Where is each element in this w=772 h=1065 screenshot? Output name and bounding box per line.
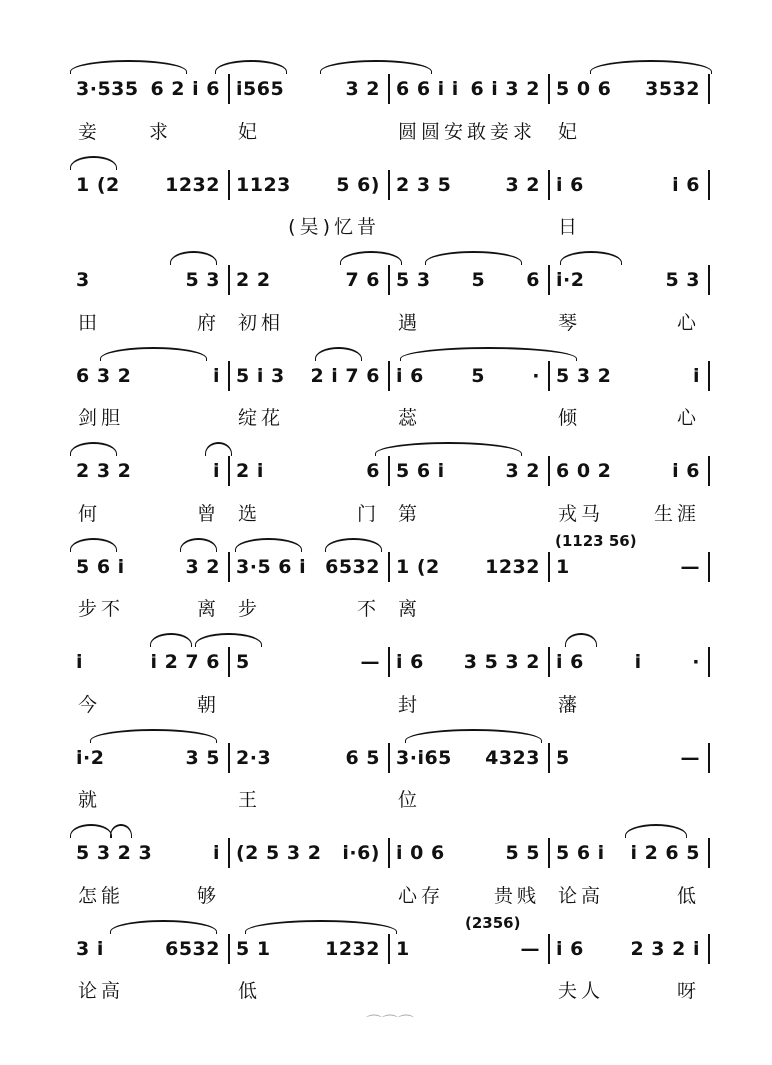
slur-mark	[590, 60, 712, 74]
lyric-text: 论高	[78, 980, 125, 1002]
measure	[550, 174, 708, 196]
slur-mark	[245, 920, 397, 934]
note-group: i	[76, 651, 84, 673]
slur-mark	[90, 729, 217, 743]
lyric-text: 初相	[238, 311, 285, 334]
measure	[390, 269, 548, 291]
note-group: 1232	[165, 173, 220, 196]
lyric-measure	[230, 212, 390, 239]
note-group: —	[680, 555, 700, 578]
jianpu-score	[70, 60, 710, 1015]
note-group: 5 6 i	[396, 460, 445, 482]
lyric-text: 就	[78, 789, 102, 811]
measure	[390, 651, 548, 673]
measure	[550, 365, 708, 387]
measure	[230, 842, 388, 864]
note-group: 3 2	[345, 78, 380, 100]
lyric-text: 夫人	[558, 980, 605, 1002]
slur-mark	[315, 347, 362, 361]
note-group: 5	[471, 364, 485, 387]
lyric-measure	[70, 881, 230, 908]
lyric-measure	[70, 690, 230, 717]
lyrics-row	[70, 403, 710, 431]
note-group: 2 3 5	[396, 173, 452, 196]
measure	[390, 365, 548, 387]
note-group: 1 (2	[396, 555, 440, 578]
note-group: i 6	[672, 173, 700, 196]
slur-mark	[215, 60, 287, 74]
lyric-measure	[390, 881, 550, 908]
measure	[230, 174, 388, 196]
slur-mark	[180, 538, 217, 552]
bar-line	[708, 838, 710, 868]
bar-line	[708, 361, 710, 391]
note-group: 5 3	[185, 269, 220, 291]
notes-row	[70, 838, 710, 868]
note-group: 3·i65	[396, 746, 452, 769]
lyric-text: 琴	[558, 311, 582, 334]
lyric-text: 选	[238, 502, 262, 525]
note-group: i·2	[76, 746, 105, 769]
note-group: 3 2	[505, 460, 540, 482]
note-group: 6 3 2	[76, 364, 132, 387]
notes-row	[70, 934, 710, 964]
measure	[550, 747, 708, 769]
note-group: 6	[366, 460, 380, 482]
slur-mark	[340, 251, 402, 265]
note-group: 6	[526, 269, 540, 291]
note-group: (2 5 3 2	[236, 842, 322, 864]
slur-mark	[625, 824, 687, 838]
bar-line	[708, 647, 710, 677]
slur-mark	[405, 729, 542, 743]
notes-row	[70, 170, 710, 200]
lyrics-row	[70, 785, 710, 813]
slur-mark	[400, 347, 577, 361]
note-group: 7 6	[345, 269, 380, 291]
measure	[390, 556, 548, 578]
note-group: 2 3 2	[76, 460, 132, 482]
lyric-text: 藩	[558, 693, 582, 716]
lyric-text: 戎马	[558, 502, 605, 525]
score-system	[70, 251, 710, 347]
lyric-text: 绽花	[238, 407, 285, 429]
lyric-text: 论高	[558, 884, 605, 907]
slur-mark	[205, 442, 232, 456]
lyric-measure	[390, 690, 550, 717]
note-group: 6 0 2	[556, 460, 612, 482]
note-group: ·	[692, 651, 700, 673]
lyrics-row	[70, 880, 710, 908]
measure	[230, 938, 388, 960]
note-group: 6532	[165, 937, 220, 960]
bar-line	[708, 74, 710, 104]
measure	[390, 842, 548, 864]
note-group: 5 3	[665, 269, 700, 291]
lyric-measure	[230, 594, 390, 621]
lyric-measure	[70, 785, 230, 812]
lyric-measure	[390, 117, 550, 144]
measure	[390, 747, 548, 769]
measure	[70, 842, 228, 864]
note-group: 5 1	[236, 937, 271, 960]
measure	[550, 556, 708, 578]
lyric-text: 府	[196, 311, 220, 334]
note-group: i 6	[556, 651, 584, 673]
lyric-measure	[70, 403, 230, 430]
note-group: —	[520, 937, 540, 960]
lyric-text: 曾	[196, 502, 220, 525]
note-group: i·2	[556, 269, 585, 291]
note-group: 5 3 2	[556, 364, 612, 387]
note-group: 5	[471, 269, 486, 291]
slur-mark	[70, 442, 117, 456]
lyric-text: 今	[78, 693, 102, 716]
slur-mark	[325, 538, 382, 552]
note-group: 5	[556, 746, 570, 769]
lyric-text: 位	[398, 789, 422, 811]
note-group: i 0 6	[396, 842, 445, 864]
lyrics-row	[70, 689, 710, 717]
measure	[390, 78, 548, 100]
lyric-text: 步	[238, 598, 262, 620]
measure	[230, 78, 388, 100]
note-group: 3 2	[505, 173, 540, 196]
note-group: 3532	[645, 78, 700, 100]
notes-row	[70, 743, 710, 773]
measure	[70, 938, 228, 960]
note-group: i 6	[556, 937, 584, 960]
bar-line	[708, 170, 710, 200]
lyric-measure	[230, 403, 390, 430]
note-group: 1232	[325, 937, 380, 960]
lyric-measure	[230, 976, 390, 1003]
slur-mark	[150, 633, 192, 647]
measure	[550, 460, 708, 482]
bar-line	[708, 743, 710, 773]
lyric-text: 田	[78, 311, 102, 334]
lyric-measure	[390, 499, 550, 526]
slur-mark	[110, 824, 132, 838]
lyrics-row	[70, 116, 710, 144]
score-system	[70, 347, 710, 443]
slur-mark	[100, 347, 207, 361]
measure	[390, 174, 548, 196]
lyric-measure	[390, 403, 550, 430]
lyric-text: (吴)忆昔	[288, 216, 380, 238]
measure	[70, 747, 228, 769]
note-group: i 6	[672, 460, 700, 482]
slur-mark	[235, 538, 302, 552]
note-group: 1232	[485, 555, 540, 578]
note-group: 6 6 i i	[396, 78, 459, 100]
lyric-text: 低	[238, 980, 262, 1002]
lyric-text: 步不	[78, 598, 125, 620]
lyric-measure	[550, 403, 710, 430]
lyric-text: 封	[398, 693, 422, 716]
measure	[70, 365, 228, 387]
measure	[70, 174, 228, 196]
bar-line	[708, 552, 710, 582]
note-group: i 2 7 6	[150, 651, 220, 673]
lyric-text: 门	[356, 502, 380, 525]
lyric-text: 圆圆安敢妾求	[398, 120, 537, 143]
lyric-text: 生涯	[653, 502, 700, 525]
slur-mark	[425, 251, 522, 265]
lyric-text: 剑胆	[78, 407, 125, 429]
lyric-measure	[390, 785, 550, 812]
note-group: i 6	[396, 651, 424, 673]
measure	[70, 556, 228, 578]
note-group: 5 3	[396, 269, 431, 291]
lyrics-row	[70, 594, 710, 622]
lyric-measure	[230, 499, 390, 526]
lyric-measure	[550, 976, 710, 1003]
lyric-text: 求	[149, 120, 173, 143]
lyric-text: 王	[238, 789, 262, 811]
measure	[230, 365, 388, 387]
note-group: i	[212, 364, 220, 387]
notes-row	[70, 647, 710, 677]
notes-row	[70, 361, 710, 391]
lyric-text: 蕊	[398, 407, 422, 429]
lyric-measure	[390, 308, 550, 335]
measure	[550, 78, 708, 100]
note-group: i·6)	[342, 842, 380, 864]
note-group: i	[692, 364, 700, 387]
measure	[550, 938, 708, 960]
page-ornament-icon: ⌒⌒⌒	[366, 1013, 415, 1032]
above-annotation: (1123 56)	[555, 531, 637, 550]
lyric-text: 何	[78, 502, 102, 525]
lyric-measure	[550, 499, 710, 526]
note-group: 5 6 i	[76, 555, 125, 578]
measure	[230, 269, 388, 291]
slur-mark	[565, 633, 597, 647]
lyric-text: 日	[558, 216, 582, 238]
note-group: 2 2	[236, 269, 271, 291]
bar-line	[708, 456, 710, 486]
measure	[70, 78, 228, 100]
measure	[230, 747, 388, 769]
lyric-text: 倾	[558, 407, 582, 429]
measure	[230, 460, 388, 482]
note-group: 5 5	[505, 842, 540, 864]
lyrics-row	[70, 212, 710, 240]
note-group: i565	[236, 78, 285, 100]
slur-mark	[560, 251, 622, 265]
measure	[390, 460, 548, 482]
note-group: 1	[556, 555, 570, 578]
note-group: 5 0 6	[556, 78, 612, 100]
lyric-text: 呀	[676, 980, 700, 1002]
score-system	[70, 531, 710, 634]
note-group: 3·5 6 i	[236, 555, 307, 578]
lyric-text: 妾	[78, 120, 102, 143]
lyric-text: 遇	[398, 311, 422, 334]
lyric-measure	[70, 117, 230, 144]
slur-mark	[70, 60, 187, 74]
measure	[70, 460, 228, 482]
note-group: 3	[76, 269, 90, 291]
note-group: i 6	[556, 173, 584, 196]
note-group: 6 i 3 2	[470, 78, 540, 100]
note-group: 5	[236, 651, 250, 673]
lyrics-row	[70, 976, 710, 1004]
lyric-text: 朝	[196, 693, 220, 716]
lyric-text: 低	[676, 884, 700, 907]
measure	[390, 938, 548, 960]
lyric-text: 心	[676, 311, 700, 334]
lyric-measure	[230, 308, 390, 335]
note-group: 5 6 i	[556, 842, 605, 864]
lyric-text: 够	[196, 884, 220, 907]
note-group: 5 3 2 3	[76, 842, 153, 864]
lyric-text: 离	[196, 598, 220, 620]
note-group: 6 2 i 6	[150, 78, 220, 100]
measure	[550, 842, 708, 864]
lyric-measure	[70, 499, 230, 526]
note-group: i	[634, 651, 642, 673]
lyric-measure	[70, 976, 230, 1003]
lyric-text: 不	[356, 598, 380, 620]
note-group: 5 i 3	[236, 364, 285, 387]
note-group: 3 i	[76, 937, 104, 960]
note-group: 1 (2	[76, 173, 120, 196]
note-group: 6532	[325, 555, 380, 578]
note-group: 2 i	[236, 460, 264, 482]
note-group: 2·3	[236, 746, 272, 769]
notes-row	[70, 265, 710, 295]
score-system	[70, 60, 710, 156]
lyric-measure	[550, 212, 710, 239]
measure	[550, 651, 708, 673]
score-system	[70, 824, 710, 920]
notes-row	[70, 552, 710, 582]
measure	[550, 269, 708, 291]
note-group: 4323	[485, 746, 540, 769]
lyric-measure	[70, 594, 230, 621]
lyric-text: 妃	[238, 120, 262, 143]
lyric-text: 贵贱	[493, 884, 540, 907]
lyric-measure	[230, 117, 390, 144]
note-group: i	[212, 460, 220, 482]
note-group: 6 5	[345, 746, 380, 769]
note-group: i 2 6 5	[630, 842, 700, 864]
lyric-measure	[550, 117, 710, 144]
measure	[70, 269, 228, 291]
measure	[230, 556, 388, 578]
score-system	[70, 442, 710, 538]
slur-mark	[320, 60, 432, 74]
slur-mark	[110, 920, 217, 934]
note-group: —	[680, 746, 700, 769]
bar-line	[708, 265, 710, 295]
note-group: —	[360, 651, 380, 673]
note-group: 1	[396, 937, 410, 960]
lyric-measure	[390, 594, 550, 621]
lyrics-row	[70, 307, 710, 335]
note-group: i 6	[396, 364, 424, 387]
measure	[230, 651, 388, 673]
note-group: 1123	[236, 173, 291, 196]
lyric-text: 心存	[398, 884, 445, 907]
note-group: 2 3 2 i	[630, 937, 700, 960]
note-group: 5 6)	[336, 173, 380, 196]
lyrics-row	[70, 498, 710, 526]
measure	[70, 651, 228, 673]
notes-row	[70, 456, 710, 486]
lyric-text: 妃	[558, 120, 582, 143]
note-group: 3·535	[76, 78, 139, 100]
score-system	[70, 156, 710, 252]
slur-mark	[70, 156, 117, 170]
slur-mark	[375, 442, 522, 456]
score-system	[70, 913, 710, 1016]
lyric-measure	[230, 785, 390, 812]
note-group: i	[212, 842, 220, 864]
lyric-text: 离	[398, 598, 422, 620]
lyric-text: 第	[398, 502, 422, 525]
lyric-text: 心	[676, 407, 700, 429]
bar-line	[708, 934, 710, 964]
slur-mark	[70, 538, 117, 552]
slur-mark	[195, 633, 262, 647]
lyric-measure	[550, 881, 710, 908]
lyric-measure	[550, 690, 710, 717]
note-group: 2 i 7 6	[310, 364, 380, 387]
notes-row	[70, 74, 710, 104]
score-system	[70, 633, 710, 729]
note-group: 3 5	[185, 746, 220, 769]
score-system	[70, 729, 710, 825]
lyric-measure	[550, 308, 710, 335]
note-group: 3 5 3 2	[463, 651, 540, 673]
note-group: ·	[532, 364, 540, 387]
note-group: 3 2	[185, 555, 220, 578]
lyric-measure	[70, 308, 230, 335]
slur-mark	[70, 824, 112, 838]
above-annotation: (2356)	[465, 913, 521, 932]
slur-mark	[170, 251, 217, 265]
lyric-text: 怎能	[78, 884, 125, 907]
